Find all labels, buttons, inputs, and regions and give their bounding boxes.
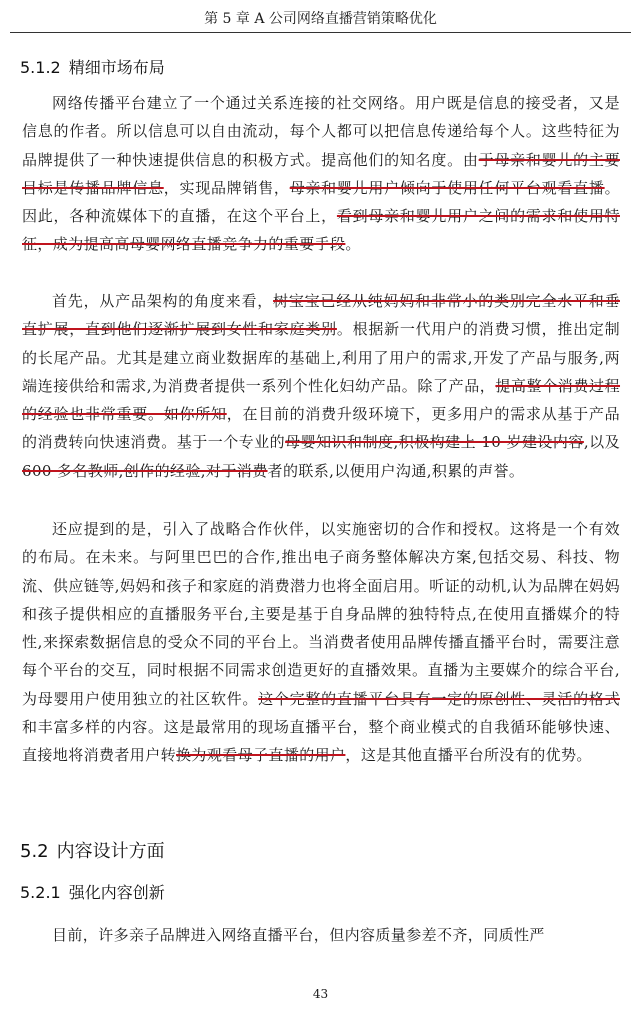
text-run: ，实现品牌销售， — [163, 178, 290, 197]
struck-text: 母婴知识和制度,积极构建上 10 岁建设内容 — [285, 433, 584, 452]
text-run: 。 — [345, 235, 361, 254]
text-run: ，在目前的消费升级环境下，更多用户的需求从基于产品的消费转向快速消费。基于一个专业的 — [22, 405, 620, 452]
section-number: 5.1.2 — [20, 58, 61, 77]
section-number: 5.2.1 — [20, 883, 61, 902]
section-heading-5-2 — [20, 840, 165, 864]
struck-text: 看到母亲和婴儿用户之间的需求和使用特征，成为提高高母婴网络直播竞争力的重要手段 — [22, 207, 620, 254]
text-run: 和丰富多样的内容。这是最常用的现场直播平台，整个商业模式的自我循环能够快速、直接地将消费者用户转 — [22, 718, 620, 765]
header-divider — [10, 32, 631, 33]
section-number: 5.2 — [20, 841, 49, 862]
chapter-header: 第 5 章 A 公司网络直播营销策略优化 — [204, 11, 437, 27]
text-run: 网络传播平台建立了一个通过关系连接的社交网络。用户既是信息的接受者，又是信息的作者。所以信息可以自由流动，每个人都可以把信息传递给每个人。这些特征为品牌提供了一种快速提供信息的积极方式。提高他们的知名度。由 — [22, 94, 620, 169]
struck-text: 提高整个消费过程的经验也非常重要。如你所知 — [22, 376, 621, 424]
text-run: 首先，从产品架构的角度来看， — [52, 292, 274, 310]
section-title: 强化内容创新 — [68, 883, 165, 902]
text-run: ，这是其他直播平台所没有的优势。 — [345, 746, 592, 765]
paragraph-1 — [22, 89, 620, 259]
text-run: 者的联系,以便用户沟通,积累的声誉。 — [267, 461, 525, 480]
text-run: 。因此，各种流媒体下的直播，在这个平台上， — [22, 178, 620, 226]
struck-text: 母亲和婴儿用户倾向于使用任何平台观看直播 — [289, 178, 605, 197]
page-number: 43 — [312, 987, 329, 1001]
struck-text: 换为观看母子直播的用户 — [176, 746, 346, 765]
paragraph-4 — [22, 921, 620, 949]
paragraph-3 — [22, 515, 620, 770]
text-run: 。根据新一代用户的消费习惯，推出定制的长尾产品。尤其是建立商业数据库的基础上,利用了用户的需求,开发了产品与服务,两端连接供给和需求,为消费者提供一系列个性化妇幼产品。除了产品， — [22, 320, 620, 395]
section-title: 精细市场布局 — [68, 58, 165, 77]
section-heading-5-2-1 — [20, 882, 165, 904]
struck-text: 600 多名教师,创作的经验,对于消费 — [22, 461, 268, 480]
section-heading-5-1-2 — [20, 57, 165, 79]
paragraph-2 — [22, 287, 620, 485]
text-run: 目前，许多亲子品牌进入网络直播平台，但内容质量参差不齐，同质性严 — [52, 926, 545, 944]
struck-text: 树宝宝已经从纯妈妈和非常小的类别完全水平和垂直扩展，直到他们逐渐扩展到女性和家庭类别 — [22, 292, 620, 339]
struck-text: 这个完整的直播平台具有一定的原创性、灵活的格式 — [258, 689, 620, 708]
struck-text: 于母亲和婴儿的主要目标是传播品牌信息 — [22, 150, 620, 197]
section-title: 内容设计方面 — [56, 841, 165, 862]
text-run: ,以及 — [583, 433, 620, 452]
text-run: 还应提到的是，引入了战略合作伙伴，以实施密切的合作和授权。这将是一个有效的布局。在未来。与阿里巴巴的合作,推出电子商务整体解决方案,包括交易、科技、物流、供应链等,妈妈和孩子和家庭的消费潜力也将全面启用。听证的动机,认为品牌在妈妈和孩子提供相应的直播服务平台,主要是基于自身品牌的独特特点,在使用直播媒介的特性,来探索数据信息的受众不同的平台上。当消费者使用品牌传播直播平台时，需要注意每个平台的交互，同时根据不同需求创造更好的直播效果。直播为主要媒介的综合平台,为母婴用户使用独立的社区软件。 — [22, 520, 620, 708]
